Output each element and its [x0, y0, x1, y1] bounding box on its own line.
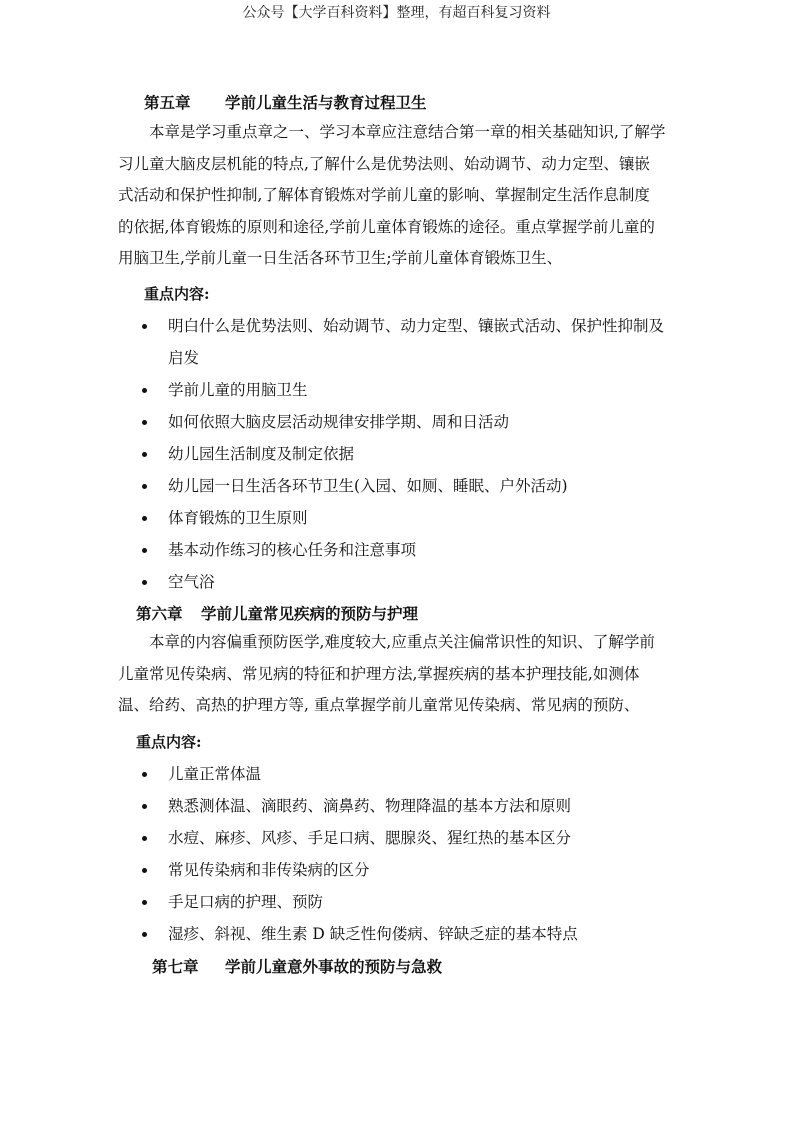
bullet-icon	[142, 804, 147, 809]
list-item	[140, 566, 700, 598]
chapter7-title: 学前儿童意外事故的预防与急救	[225, 957, 443, 976]
list-item	[140, 502, 700, 534]
chapter5-intro	[118, 117, 678, 275]
bullet-icon	[142, 836, 147, 841]
chapter5-key-list	[140, 310, 700, 598]
list-item-text: 幼儿园生活制度及制定依据	[168, 445, 355, 463]
list-item-text: 水痘、麻疹、风疹、手足口病、腮腺炎、猩红热的基本区分	[168, 829, 572, 847]
bullet-icon	[142, 932, 147, 937]
chapter6-intro	[118, 627, 678, 722]
list-item-text: 学前儿童的用脑卫生	[168, 381, 308, 399]
list-item-text: 手足口病的护理、预防	[168, 893, 324, 911]
list-item	[140, 534, 700, 566]
bullet-icon	[142, 548, 147, 553]
list-item	[140, 310, 700, 374]
list-item	[140, 406, 700, 438]
chapter6-heading	[136, 604, 418, 624]
bullet-icon	[142, 452, 147, 457]
list-item-text: 基本动作练习的核心任务和注意事项	[168, 541, 417, 559]
bullet-icon	[142, 388, 147, 393]
chapter6-intro-line: 温、给药、高热的护理方等, 重点掌握学前儿童常见传染病、常见病的预防、	[118, 696, 640, 714]
list-item-text: 体育锻炼的卫生原则	[168, 509, 308, 527]
list-item-text: 如何依照大脑皮层活动规律安排学期、周和日活动	[168, 413, 510, 431]
list-item	[140, 790, 700, 822]
list-item	[140, 470, 700, 502]
list-item	[140, 886, 700, 918]
chapter6-title: 学前儿童常见疾病的预防与护理	[201, 604, 419, 623]
list-item-text: 熟悉测体温、滴眼药、滴鼻药、物理降温的基本方法和原则	[168, 797, 572, 815]
list-item	[140, 854, 700, 886]
list-item	[140, 758, 700, 790]
bullet-icon	[142, 580, 147, 585]
bullet-icon	[142, 420, 147, 425]
chapter6-key-list	[140, 758, 700, 950]
chapter6-number: 第六章	[136, 604, 183, 623]
bullet-icon	[142, 772, 147, 777]
bullet-icon	[142, 516, 147, 521]
list-item-text: 常见传染病和非传染病的区分	[168, 861, 370, 879]
list-item-text-continued: 启发	[168, 349, 200, 367]
bullet-icon	[142, 484, 147, 489]
chapter5-heading	[144, 93, 427, 113]
list-item	[140, 822, 700, 854]
chapter5-intro-line: 习儿童大脑皮层机能的特点,了解什么是优势法则、始动调节、动力定型、镶嵌	[118, 154, 650, 173]
list-item	[140, 438, 700, 470]
list-item	[140, 918, 700, 950]
list-item-text: 空气浴	[168, 573, 215, 591]
chapter5-key-label: 重点内容:	[144, 285, 210, 303]
chapter6-intro-line: 本章的内容偏重预防医学,难度较大,应重点关注偏常识性的知识、了解学前	[149, 633, 655, 651]
bullet-icon	[142, 868, 147, 873]
list-item-text: 幼儿园一日生活各环节卫生(入园、如厕、睡眠、户外活动)	[168, 477, 568, 495]
chapter5-intro-line: 本章是学习重点章之一、学习本章应注意结合第一章的相关基础知识,了解学	[149, 123, 666, 141]
bullet-icon	[142, 900, 147, 905]
chapter7-number: 第七章	[152, 957, 199, 976]
chapter5-intro-line: 的依据,体育锻炼的原则和途径,学前儿童体育锻炼的途径。重点掌握学前儿童的	[118, 217, 655, 236]
list-item	[140, 374, 700, 406]
page-header: 公众号【大学百科资料】整理，有超百科复习资料	[242, 5, 551, 21]
chapter5-intro-line: 式活动和保护性抑制,了解体育锻炼对学前儿童的影响、掌握制定生活作息制度	[118, 186, 650, 204]
chapter5-title: 学前儿童生活与教育过程卫生	[225, 93, 427, 112]
chapter5-intro-line: 用脑卫生,学前儿童一日生活各环节卫生;学前儿童体育锻炼卫生、	[118, 249, 563, 267]
bullet-icon	[142, 324, 147, 329]
list-item-text: 湿疹、斜视、维生素 D 缺乏性佝偻病、锌缺乏症的基本特点	[168, 925, 578, 943]
list-item-text: 儿童正常体温	[168, 765, 262, 783]
chapter6-key-label: 重点内容:	[136, 733, 202, 751]
chapter5-number: 第五章	[144, 93, 191, 112]
chapter7-heading	[152, 957, 442, 977]
chapter6-intro-line: 儿童常见传染病、常见病的特征和护理方法,掌握疾病的基本护理技能,如测体	[118, 664, 640, 683]
list-item-text: 明白什么是优势法则、始动调节、动力定型、镶嵌式活动、保护性抑制及	[168, 317, 665, 335]
